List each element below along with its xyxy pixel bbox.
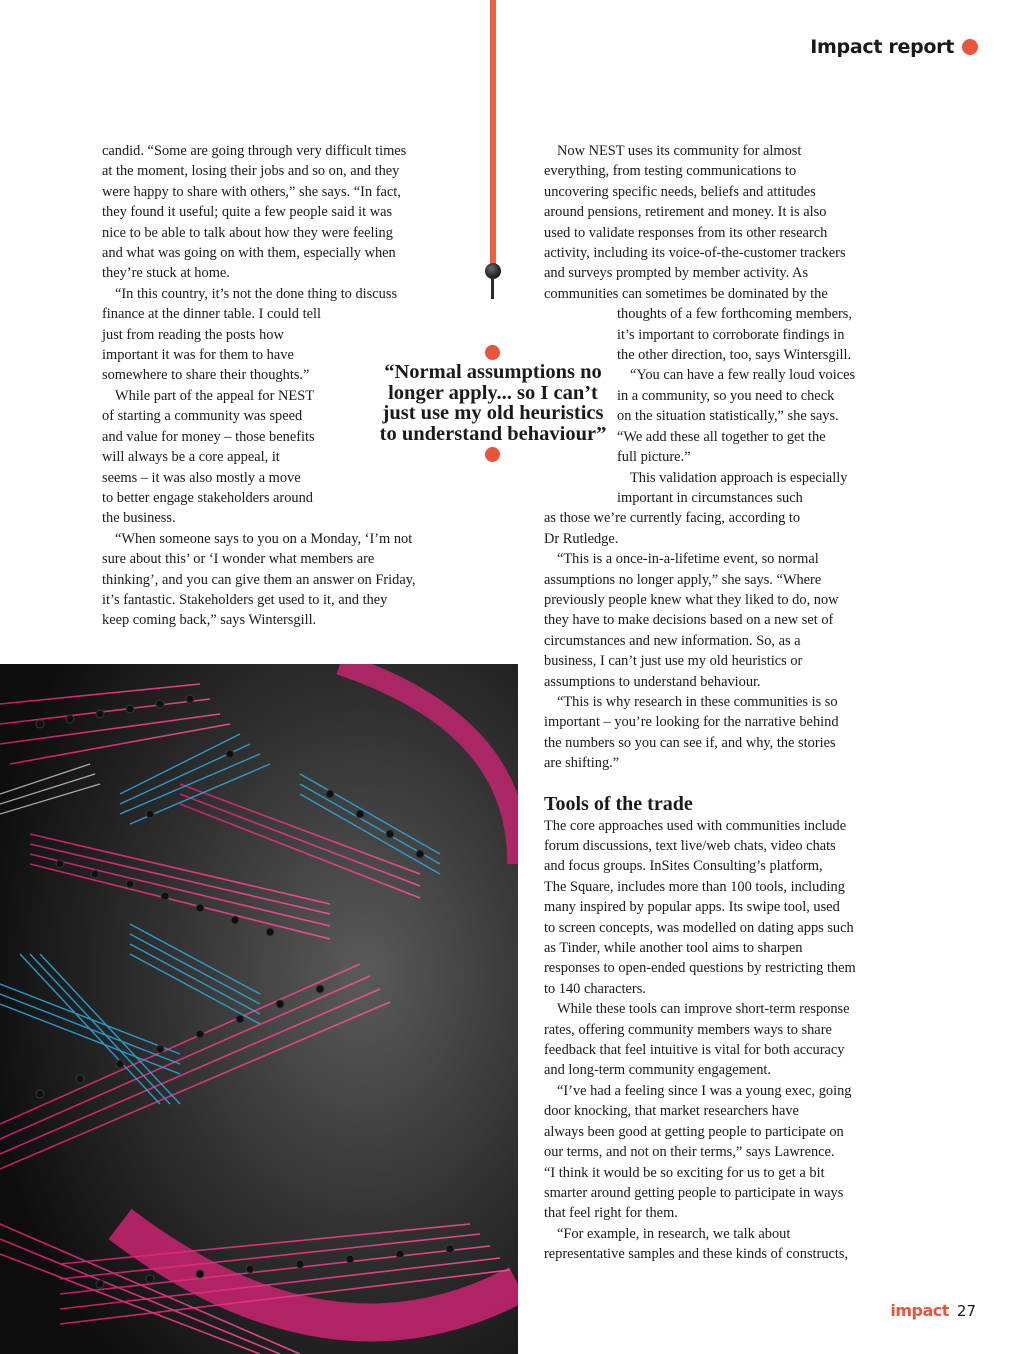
accent-dot-icon (962, 39, 978, 55)
body-line: communities can sometimes be dominated by the (544, 285, 828, 302)
body-line: previously people knew what they liked to do, now (544, 591, 839, 608)
body-line: were happy to share with others,” she says. “In fact, (102, 183, 401, 200)
body-line: sure about this’ or ‘I wonder what members are (102, 551, 375, 568)
body-line: While part of the appeal for NEST (115, 387, 314, 404)
section-title: Impact report (810, 36, 954, 58)
body-line: candid. “Some are going through very difficult times (102, 143, 407, 159)
body-line: to better engage stakeholders around (102, 489, 313, 506)
body-line: The core approaches used with communities include (544, 817, 847, 834)
body-line: full picture.” (617, 449, 691, 466)
body-line: important it was for them to have (102, 347, 294, 364)
body-line: it’s fantastic. Stakeholders get used to it, and they (102, 591, 388, 608)
body-line: nice to be able to talk about how they were feeling (102, 224, 393, 241)
body-line: activity, including its voice-of-the-customer trackers (544, 245, 846, 262)
body-line: “This is a once-in-a-lifetime event, so normal (557, 551, 819, 568)
body-line: and focus groups. InSites Consulting’s platform, (544, 858, 823, 875)
body-line: are shifting.” (544, 755, 620, 772)
pull-quote-line: “Normal assumptions no (384, 361, 602, 383)
body-line: smarter around getting people to participate in ways (544, 1184, 844, 1201)
body-line: and value for money – those benefits (102, 428, 315, 445)
page-number: 27 (956, 1302, 976, 1320)
right-text-column (544, 141, 894, 1265)
footer-brand-logo: impact (890, 1301, 949, 1320)
body-line: “We add these all together to get the (617, 428, 826, 445)
body-line: they have to make decisions based on a new set of (544, 612, 834, 629)
body-line: on the situation statistically,” she says. (617, 408, 839, 425)
body-line: the business. (102, 510, 176, 527)
body-line: representative samples and these kinds of constructs, (544, 1246, 849, 1263)
body-line: assumptions no longer apply,” she says. “Where (544, 571, 822, 588)
body-line: that feel right for them. (544, 1205, 678, 1222)
body-line: to screen concepts, was modelled on dating apps such (544, 919, 854, 936)
section-subheading: Tools of the trade (544, 792, 693, 815)
body-line: Now NEST uses its community for almost (557, 143, 802, 159)
body-line: assumptions to understand behaviour. (544, 673, 761, 690)
body-line: and what was going on with them, especially when (102, 245, 396, 262)
page-footer (890, 1301, 976, 1320)
string-art-image (0, 664, 518, 1354)
body-line: “I think it would be so exciting for us to get a bit (544, 1164, 825, 1181)
body-line: “You can have a few really loud voices (630, 367, 856, 384)
string-art-photo (0, 664, 518, 1354)
body-line: business, I can’t just use my old heuristics or (544, 653, 803, 670)
body-line: in a community, so you need to check (617, 387, 835, 404)
body-line: keep coming back,” says Wintersgill. (102, 612, 317, 629)
quote-wrap-block (544, 304, 894, 508)
body-line: “In this country, it’s not the done thing to discuss (115, 285, 398, 302)
body-line: it’s important to corroborate findings in (617, 326, 845, 343)
body-line: just from reading the posts how (102, 326, 284, 343)
pull-quote-line: longer apply... so I can’t (388, 381, 598, 404)
body-line: The Square, includes more than 100 tools, including (544, 878, 845, 895)
body-line: many inspired by popular apps. Its swipe tool, used (544, 899, 840, 916)
body-line: uncovering specific needs, beliefs and attitudes (544, 183, 816, 200)
body-line: as Tinder, while another tool aims to sharpen (544, 940, 803, 957)
body-line: While these tools can improve short-term response (557, 1001, 850, 1018)
body-line: Dr Rutledge. (544, 530, 619, 547)
body-line: used to validate responses from its other research (544, 224, 828, 241)
body-line: somewhere to share their thoughts.” (102, 367, 310, 384)
body-line: they’re stuck at home. (102, 265, 230, 282)
quote-dot-icon (485, 345, 500, 360)
body-line: our terms, and not on their terms,” says Lawrence. (544, 1144, 835, 1161)
body-line: important – you’re looking for the narrative behind (544, 714, 839, 731)
body-line: circumstances and new information. So, as a (544, 632, 801, 649)
body-line: finance at the dinner table. I could tell (102, 306, 321, 323)
body-line: as those we’re currently facing, according to (544, 510, 801, 527)
body-line: at the moment, losing their jobs and so on, and they (102, 163, 400, 180)
pin-thread-line (490, 0, 496, 270)
body-line: to 140 characters. (544, 980, 646, 997)
body-line: they found it useful; quite a few people said it was (102, 204, 393, 221)
body-line: important in circumstances such (617, 489, 803, 506)
body-line: This validation approach is especially (630, 469, 848, 486)
body-line: “For example, in research, we talk about (557, 1225, 791, 1242)
body-line: rates, offering community members ways to share (544, 1021, 832, 1038)
pin-shaft (491, 277, 494, 299)
body-line: always been good at getting people to participate on (544, 1123, 844, 1140)
body-line: responses to open-ended questions by restricting them (544, 960, 856, 977)
body-line: and surveys prompted by member activity. As (544, 265, 809, 282)
body-line: “When someone says to you on a Monday, ‘I’m not (115, 530, 413, 547)
body-line: seems – it was also mostly a move (102, 469, 301, 486)
body-line: thoughts of a few forthcoming members, (617, 306, 852, 323)
body-line: will always be a core appeal, it (102, 449, 280, 466)
body-line: everything, from testing communications to (544, 163, 797, 180)
body-line: thinking’, and you can give them an answer on Friday, (102, 571, 416, 588)
body-line: the numbers so you can see if, and why, the stories (544, 734, 836, 751)
body-line: the other direction, too, says Wintersgill. (617, 347, 852, 364)
body-line: door knocking, that market researchers have (544, 1103, 799, 1120)
body-line: of starting a community was speed (102, 408, 303, 425)
page-header (810, 36, 978, 58)
body-line: “This is why research in these communities is so (557, 693, 838, 710)
body-line: and long-term community engagement. (544, 1062, 771, 1079)
body-line: forum discussions, text live/web chats, video chats (544, 838, 836, 854)
pull-quote-line: to understand behaviour” (379, 422, 607, 445)
quote-dot-icon (485, 447, 500, 462)
pull-quote-line: just use my old heuristics (382, 402, 604, 425)
body-line: around pensions, retirement and money. It is also (544, 204, 827, 221)
body-line: feedback that feel intuitive is vital for both accuracy (544, 1042, 845, 1059)
body-line: “I’ve had a feeling since I was a young exec, going (557, 1082, 852, 1099)
